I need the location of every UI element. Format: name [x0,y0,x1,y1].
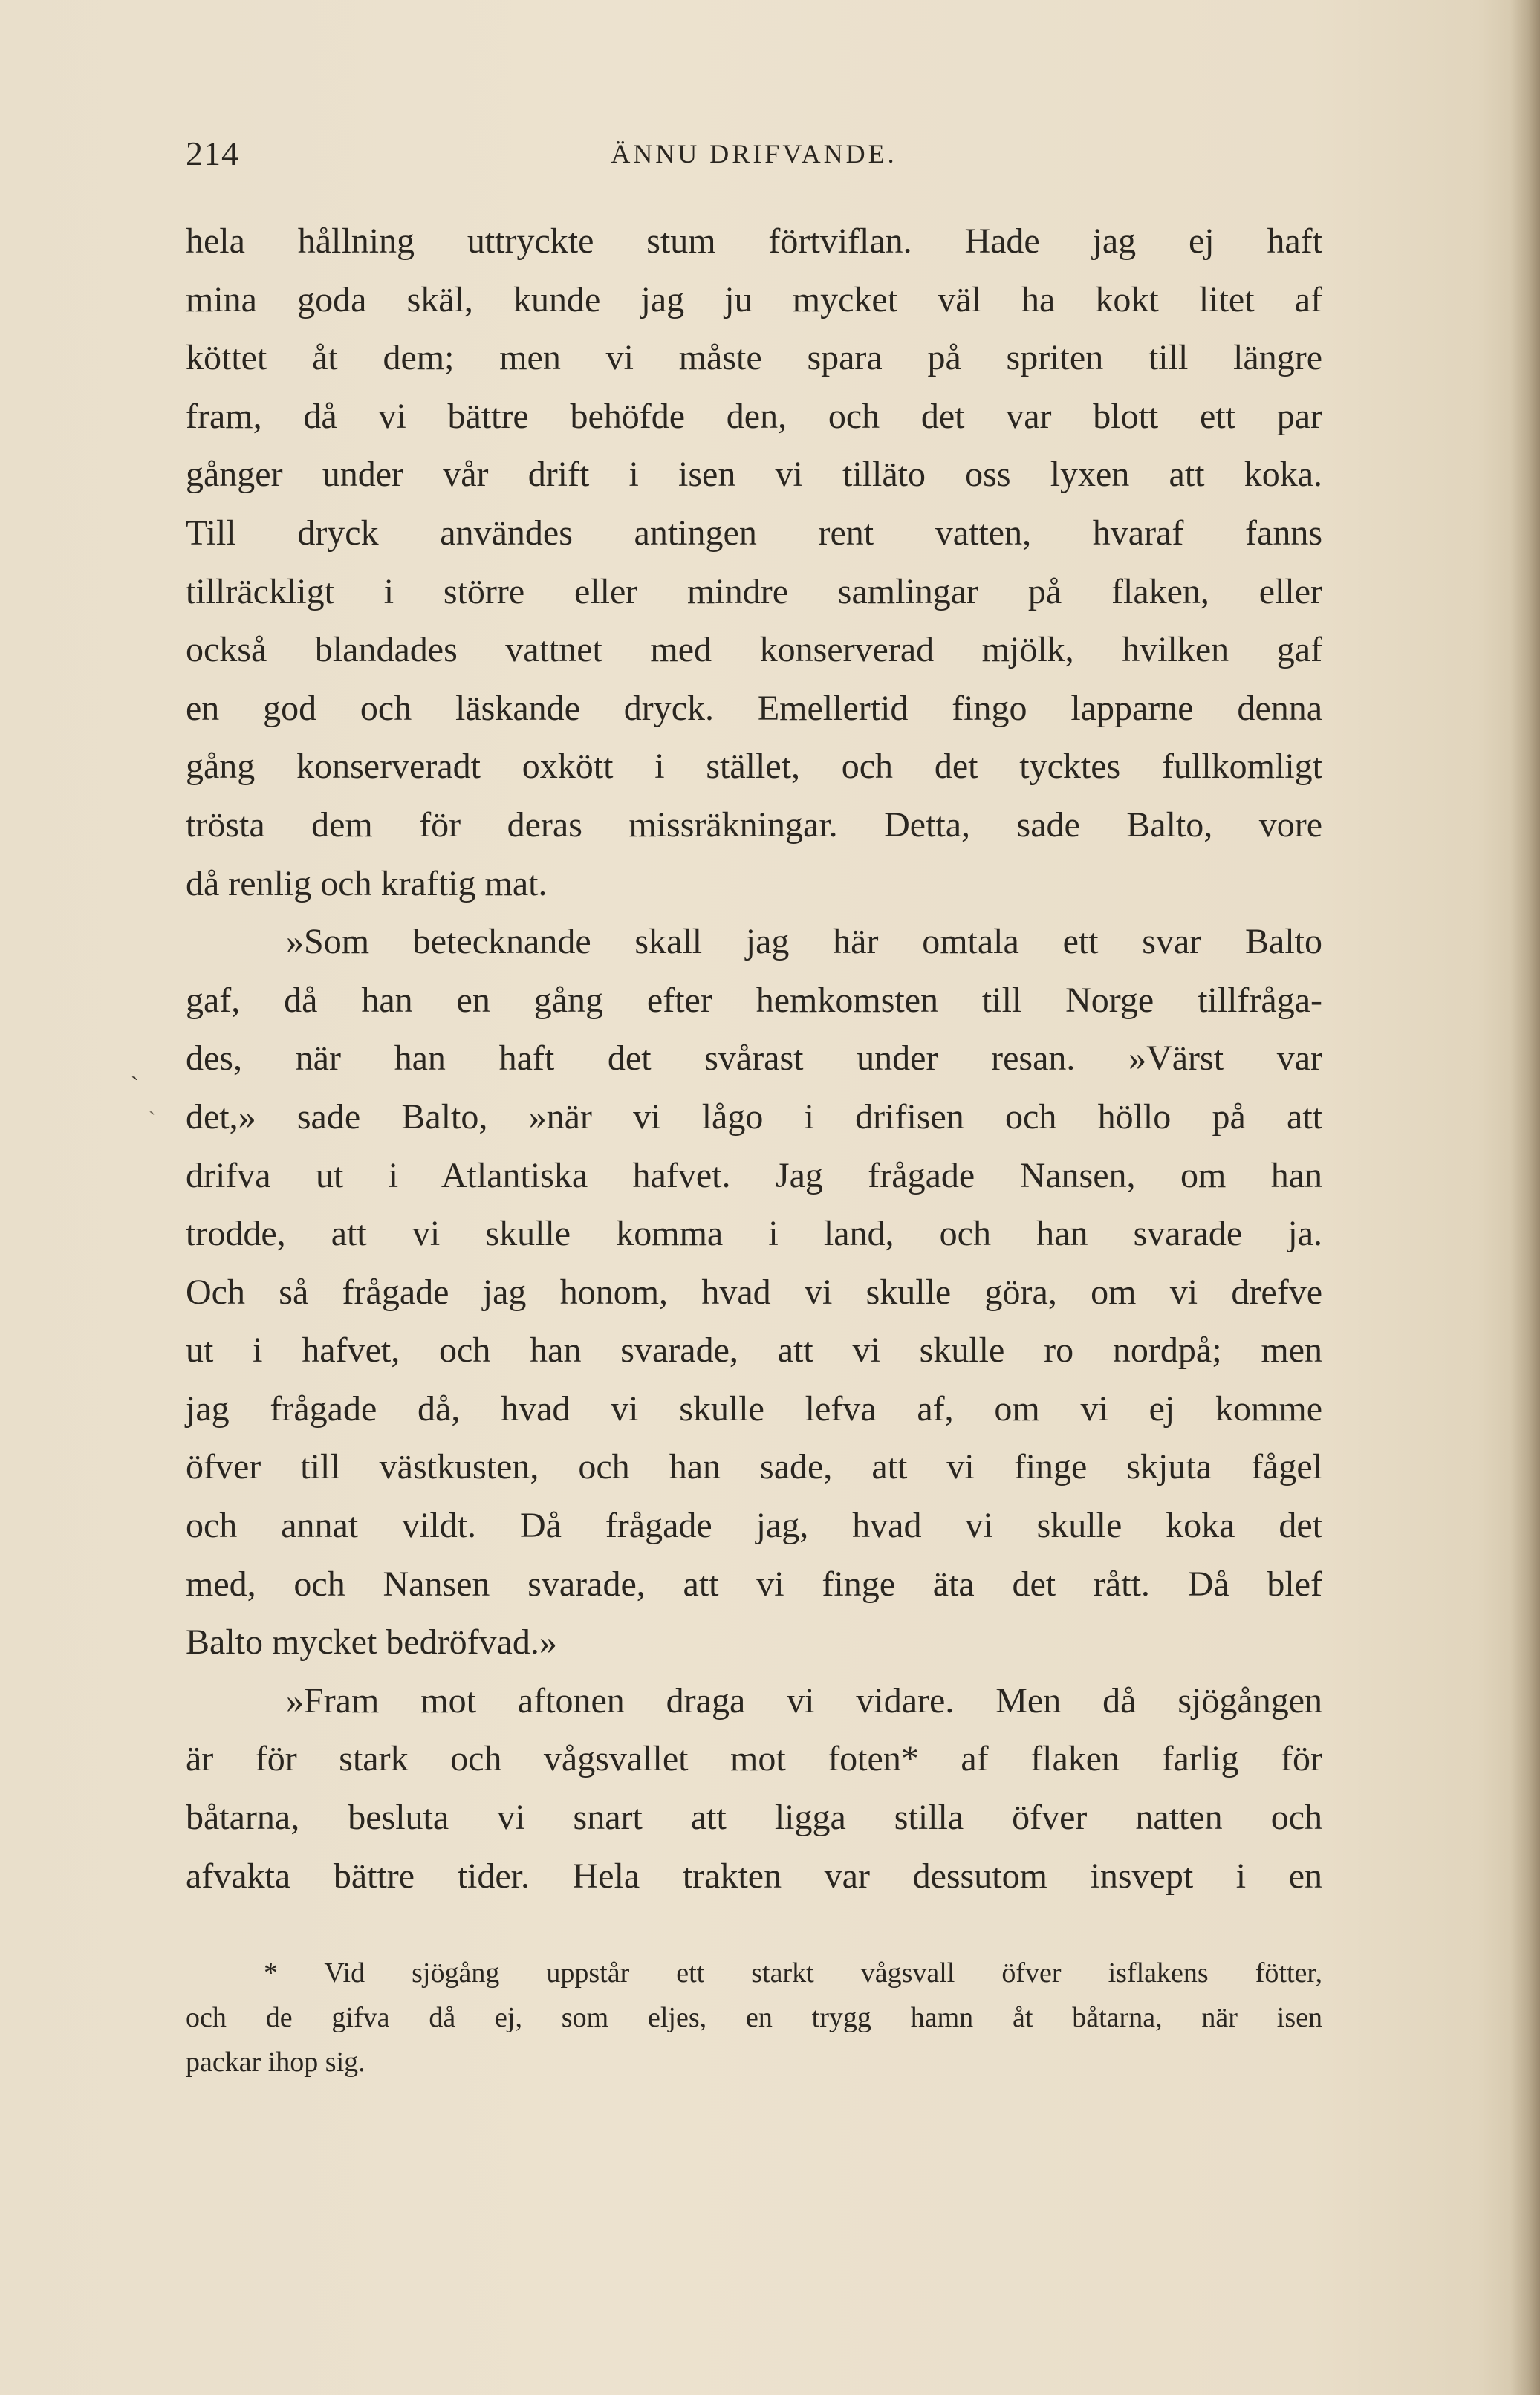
text-line: en god och läskande dryck. Emellertid fingo lapparne denna [186,688,1322,728]
text-line: båtarna, besluta vi snart att ligga stilla öfver natten och [186,1798,1322,1838]
page-number: 214 [186,134,239,172]
text-line: drifva ut i Atlantiska hafvet. Jag frågade Nansen, om han [186,1155,1322,1195]
text-line: då renlig och kraftig mat. [186,863,548,903]
text-line: trodde, att vi skulle komma i land, och han svarade ja. [186,1214,1322,1254]
text-line: ut i hafvet, och han svarade, att vi skulle ro nordpå; men [186,1330,1322,1371]
text-line: köttet åt dem; men vi måste spara på spriten till längre [186,338,1322,378]
text-line: afvakta bättre tider. Hela trakten var dessutom insvept i en [186,1856,1322,1896]
text-line: Och så frågade jag honom, hvad vi skulle göra, om vi drefve [186,1272,1322,1312]
text-line: gång konserveradt oxkött i stället, och det tycktes fullkomligt [186,747,1322,787]
page-edge-shadow [1510,0,1540,2395]
text-line: fram, då vi bättre behöfde den, och det var blott ett par [186,396,1322,436]
footnote-line: och de gifva då ej, som eljes, en trygg hamn åt båtarna, när isen [186,2002,1322,2033]
text-line: är för stark och vågsvallet mot foten* af flaken farlig för [186,1739,1322,1779]
text-line: det,» sade Balto, »när vi lågo i drifisen och höllo på att [186,1096,1322,1137]
margin-pencil-mark: ˏ [131,1053,139,1080]
footnote [186,1951,1322,2084]
text-line: Balto mycket bedröfvad.» [186,1622,557,1663]
text-line: Till dryck användes antingen rent vatten, hvaraf fanns [186,513,1322,553]
text-line: trösta dem för deras missräkningar. Detta, sade Balto, vore [186,805,1322,845]
footnote-line: packar ihop sig. [186,2047,365,2078]
text-line: också blandades vattnet med konserverad mjölk, hvilken gaf [186,630,1322,670]
text-line: gånger under vår drift i isen vi tilläto oss lyxen att koka. [186,455,1322,495]
running-head: ÄNNU DRIFVANDE. [611,139,897,169]
footnote-line: * Vid sjögång uppstår ett starkt vågsvall öfver isflakens fötter, [264,1957,1322,1989]
page-header [186,134,1322,193]
text-line: hela hållning uttryckte stum förtviflan. Hade jag ej haft [186,221,1322,261]
text-line: »Som betecknande skall jag här omtala ett svar Balto [286,922,1322,962]
text-line: »Fram mot aftonen draga vi vidare. Men då sjögången [286,1680,1322,1720]
text-line: mina goda skäl, kunde jag ju mycket väl ha kokt litet af [186,279,1322,319]
text-line: tillräckligt i större eller mindre samlingar på flaken, eller [186,571,1322,611]
text-line: öfver till västkusten, och han sade, att vi finge skjuta fågel [186,1447,1322,1487]
text-line: des, när han haft det svårast under resan. »Värst var [186,1039,1322,1079]
text-line: med, och Nansen svarade, att vi finge äta det rått. Då blef [186,1564,1322,1604]
body-text [186,212,1322,1905]
text-line: och annat vildt. Då frågade jag, hvad vi skulle koka det [186,1506,1322,1546]
text-line: gaf, då han en gång efter hemkomsten till Norge tillfråga- [186,980,1322,1020]
text-line: jag frågade då, hvad vi skulle lefva af, om vi ej komme [186,1388,1322,1429]
margin-pencil-mark: ˋ [149,1108,156,1131]
